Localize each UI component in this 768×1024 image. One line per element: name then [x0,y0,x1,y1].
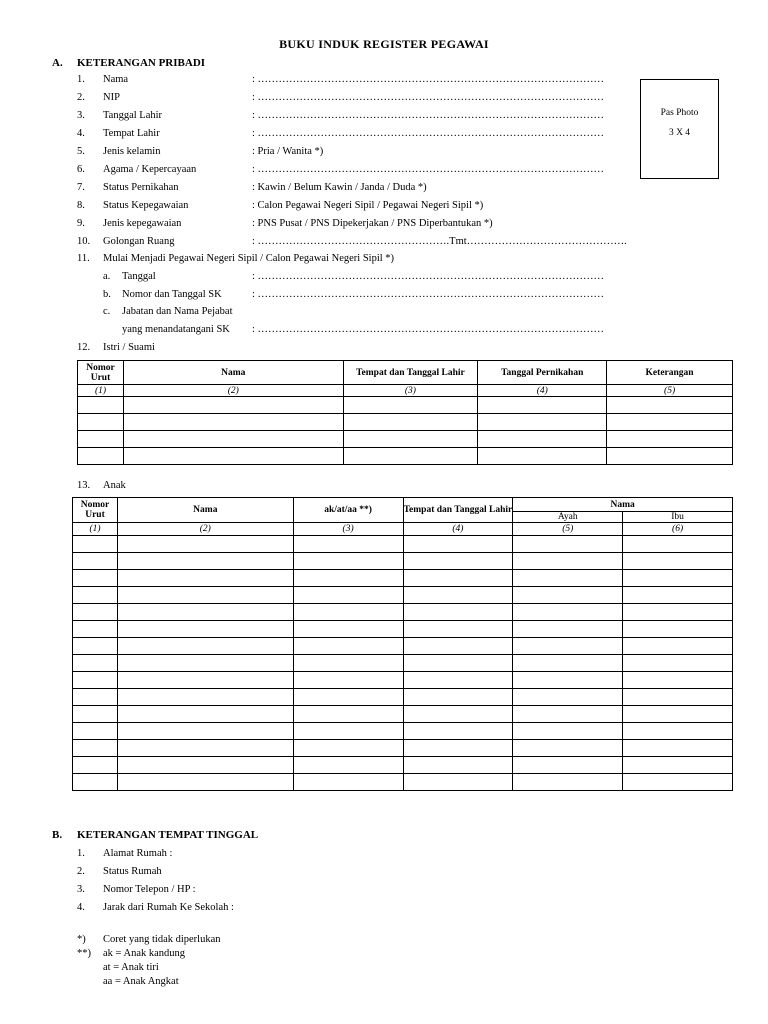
child-row [73,672,733,689]
children-header-parents: Nama [513,498,733,512]
spouse-col-number: (1) [78,385,124,397]
spouse-label: Istri / Suami [103,342,155,353]
field-number: 8. [77,200,85,211]
spouse-cell[interactable] [607,448,733,465]
field-number: 2. [77,92,85,103]
child-cell[interactable] [513,536,623,553]
field-value: : Pria / Wanita *) [252,146,324,157]
child-cell[interactable] [73,570,118,587]
field-number: 6. [77,164,85,175]
child-row [73,740,733,757]
child-cell[interactable] [117,570,293,587]
child-cell[interactable] [73,774,118,791]
field-label: Jenis kelamin [103,146,161,157]
field-number: 1. [77,74,85,85]
spouse-cell[interactable] [478,397,607,414]
spouse-header-number: Nomor Urut [78,361,124,385]
spouse-header-name: Nama [123,361,343,385]
child-cell[interactable] [293,672,403,689]
child-cell[interactable] [403,672,513,689]
child-cell[interactable] [513,570,623,587]
spouse-row [78,431,733,448]
spouse-col-number: (3) [343,385,478,397]
spouse-cell[interactable] [78,448,124,465]
child-cell[interactable] [117,757,293,774]
children-table [72,497,733,791]
child-cell[interactable] [513,774,623,791]
child-row [73,757,733,774]
field-label: Tanggal Lahir [103,110,163,121]
spouse-col-number: (4) [478,385,607,397]
subfield-label: yang menandatangani SK [122,324,230,335]
child-cell[interactable] [623,655,733,672]
child-cell[interactable] [73,638,118,655]
subfield-label: Jabatan dan Nama Pejabat [122,306,233,317]
child-cell[interactable] [513,604,623,621]
children-label: Anak [103,480,126,491]
child-cell[interactable] [403,757,513,774]
field-number: 5. [77,146,85,157]
subfield-letter: c. [103,306,111,317]
child-cell[interactable] [623,757,733,774]
spouse-cell[interactable] [607,397,733,414]
field-label: Agama / Kepercayaan [103,164,197,175]
children-col-number: (3) [293,523,403,536]
spouse-cell[interactable] [343,448,478,465]
field-value: : ……………………………………………………………………………………… [252,74,605,85]
child-cell[interactable] [117,553,293,570]
spouse-header-remarks: Keterangan [607,361,733,385]
field-value: : PNS Pusat / PNS Dipekerjakan / PNS Diperbantukan *) [252,218,493,229]
child-cell[interactable] [623,621,733,638]
child-cell[interactable] [73,723,118,740]
note-text: aa = Anak Angkat [103,976,179,987]
photo-box [640,79,719,179]
subfield-value: : ……………………………………………………………………………………… [252,289,605,300]
child-cell[interactable] [73,689,118,706]
child-cell[interactable] [73,672,118,689]
spouse-cell[interactable] [478,414,607,431]
spouse-cell[interactable] [343,431,478,448]
child-cell[interactable] [73,604,118,621]
residence-field-label: Alamat Rumah : [103,848,173,859]
child-cell[interactable] [293,689,403,706]
child-cell[interactable] [623,672,733,689]
field-value: : Kawin / Belum Kawin / Janda / Duda *) [252,182,427,193]
child-cell[interactable] [513,587,623,604]
child-cell[interactable] [293,723,403,740]
residence-field-number: 1. [77,848,85,859]
residence-field-number: 2. [77,866,85,877]
child-cell[interactable] [117,536,293,553]
child-cell[interactable] [73,757,118,774]
field-value: : ……………………………………………………………………………………… [252,164,605,175]
spouse-row [78,414,733,431]
child-cell[interactable] [403,774,513,791]
child-cell[interactable] [513,740,623,757]
child-cell[interactable] [403,587,513,604]
note-text: ak = Anak kandung [103,948,186,959]
child-cell[interactable] [73,706,118,723]
field-number: 7. [77,182,85,193]
subfield-letter: b. [103,289,111,300]
child-cell[interactable] [623,706,733,723]
children-header-birth: Tempat dan Tanggal Lahir [403,498,513,523]
spouse-row [78,448,733,465]
note-text: Coret yang tidak diperlukan [103,934,221,945]
child-cell[interactable] [513,621,623,638]
children-col-number: (6) [623,523,733,536]
child-cell[interactable] [403,536,513,553]
spouse-col-number: (2) [123,385,343,397]
child-cell[interactable] [293,706,403,723]
child-cell[interactable] [623,604,733,621]
field-label: Jenis kepegawaian [103,218,182,229]
subfield-value: : ……………………………………………………………………………………… [252,324,605,335]
child-cell[interactable] [513,723,623,740]
child-row [73,689,733,706]
child-cell[interactable] [293,740,403,757]
subfield-letter: a. [103,271,111,282]
subfield-label: Tanggal [122,271,156,282]
field-label: Status Pernikahan [103,182,179,193]
child-row [73,638,733,655]
field-value: : Calon Pegawai Negeri Sipil / Pegawai Negeri Sipil *) [252,200,484,211]
note-mark: *) [77,934,86,945]
children-header-type: ak/at/aa **) [293,498,403,523]
child-cell[interactable] [293,570,403,587]
field-number: 3. [77,110,85,121]
child-row [73,536,733,553]
child-cell[interactable] [117,587,293,604]
child-cell[interactable] [513,672,623,689]
children-header-number: Nomor Urut [73,498,118,523]
field-value: : ……………………………………………………………………………………… [252,128,605,139]
child-cell[interactable] [293,757,403,774]
spouse-num: 12. [77,342,91,353]
field-number: 4. [77,128,85,139]
child-cell[interactable] [293,553,403,570]
child-cell[interactable] [117,774,293,791]
child-cell[interactable] [117,604,293,621]
spouse-cell[interactable] [123,431,343,448]
child-cell[interactable] [403,570,513,587]
child-cell[interactable] [117,740,293,757]
spouse-cell[interactable] [343,414,478,431]
child-cell[interactable] [623,638,733,655]
residence-field-label: Jarak dari Rumah Ke Sekolah : [103,902,234,913]
child-cell[interactable] [403,706,513,723]
child-cell[interactable] [403,723,513,740]
spouse-cell[interactable] [123,397,343,414]
children-header-name: Nama [117,498,293,523]
child-cell[interactable] [403,604,513,621]
field-11-num: 11. [77,253,90,264]
child-cell[interactable] [513,757,623,774]
section-a-heading: KETERANGAN PRIBADI [77,57,206,69]
child-cell[interactable] [623,570,733,587]
section-b-letter: B. [52,829,63,841]
field-label: Status Kepegawaian [103,200,189,211]
child-cell[interactable] [403,740,513,757]
child-cell[interactable] [513,655,623,672]
subfield-label: Nomor dan Tanggal SK [122,289,222,300]
child-cell[interactable] [293,638,403,655]
child-cell[interactable] [403,655,513,672]
child-cell[interactable] [73,587,118,604]
child-cell[interactable] [117,689,293,706]
child-cell[interactable] [117,621,293,638]
field-label: Golongan Ruang [103,236,175,247]
children-col-number: (4) [403,523,513,536]
residence-field-number: 4. [77,902,85,913]
field-label: NIP [103,92,120,103]
child-cell[interactable] [513,553,623,570]
children-col-number: (5) [513,523,623,536]
child-row [73,723,733,740]
children-header-mother: Ibu [623,512,733,523]
child-cell[interactable] [73,553,118,570]
child-cell[interactable] [403,621,513,638]
field-label: Nama [103,74,129,85]
field-number: 10. [77,236,91,247]
child-row [73,553,733,570]
spouse-cell[interactable] [478,448,607,465]
child-cell[interactable] [293,604,403,621]
child-cell[interactable] [513,689,623,706]
child-cell[interactable] [73,621,118,638]
child-cell[interactable] [293,587,403,604]
field-11-label: Mulai Menjadi Pegawai Negeri Sipil / Calon Pegawai Negeri Sipil *) [103,253,395,264]
child-cell[interactable] [73,536,118,553]
child-cell[interactable] [293,621,403,638]
residence-field-label: Nomor Telepon / HP : [103,884,196,895]
document-title: BUKU INDUK REGISTER PEGAWAI [279,37,489,51]
child-cell[interactable] [623,587,733,604]
spouse-cell[interactable] [607,414,733,431]
spouse-cell[interactable] [123,414,343,431]
section-b-heading: KETERANGAN TEMPAT TINGGAL [77,829,259,841]
spouse-cell[interactable] [78,397,124,414]
note-mark: **) [77,948,91,959]
child-cell[interactable] [623,689,733,706]
child-cell[interactable] [623,723,733,740]
spouse-cell[interactable] [343,397,478,414]
spouse-table [77,360,733,465]
child-row [73,621,733,638]
field-value: : ……………………………………………………………………………………… [252,110,605,121]
child-cell[interactable] [403,553,513,570]
child-cell[interactable] [293,536,403,553]
child-cell[interactable] [403,689,513,706]
spouse-col-number: (5) [607,385,733,397]
residence-field-number: 3. [77,884,85,895]
spouse-header-birth: Tempat dan Tanggal Lahir [343,361,478,385]
photo-size: 3 X 4 [668,128,691,138]
children-col-number: (1) [73,523,118,536]
field-label: Tempat Lahir [103,128,160,139]
child-cell[interactable] [623,774,733,791]
child-cell[interactable] [73,655,118,672]
child-cell[interactable] [513,706,623,723]
child-cell[interactable] [403,638,513,655]
child-cell[interactable] [73,740,118,757]
spouse-cell[interactable] [607,431,733,448]
spouse-cell[interactable] [123,448,343,465]
child-row [73,604,733,621]
subfield-value: : ……………………………………………………………………………………… [252,271,605,282]
spouse-cell[interactable] [78,414,124,431]
children-num: 13. [77,480,91,491]
children-header-father: Ayah [513,512,623,523]
child-row [73,655,733,672]
child-row [73,570,733,587]
child-cell[interactable] [117,672,293,689]
child-cell[interactable] [623,553,733,570]
spouse-cell[interactable] [478,431,607,448]
child-row [73,587,733,604]
child-cell[interactable] [117,638,293,655]
child-cell[interactable] [117,706,293,723]
field-value: : ……………………………………………………………………………………… [252,92,605,103]
child-cell[interactable] [117,655,293,672]
section-a-letter: A. [52,57,63,69]
children-col-number: (2) [117,523,293,536]
note-text: at = Anak tiri [103,962,159,973]
spouse-header-marriage: Tanggal Pernikahan [478,361,607,385]
residence-field-label: Status Rumah [103,866,162,877]
photo-label: Pas Photo [660,108,699,118]
child-cell[interactable] [117,723,293,740]
child-row [73,774,733,791]
child-cell[interactable] [623,536,733,553]
child-cell[interactable] [293,774,403,791]
child-cell[interactable] [293,655,403,672]
child-cell[interactable] [623,740,733,757]
spouse-row [78,397,733,414]
spouse-cell[interactable] [78,431,124,448]
child-row [73,706,733,723]
field-value: : ……………………………………………….Tmt………………………………………. [252,236,627,247]
field-number: 9. [77,218,85,229]
child-cell[interactable] [513,638,623,655]
